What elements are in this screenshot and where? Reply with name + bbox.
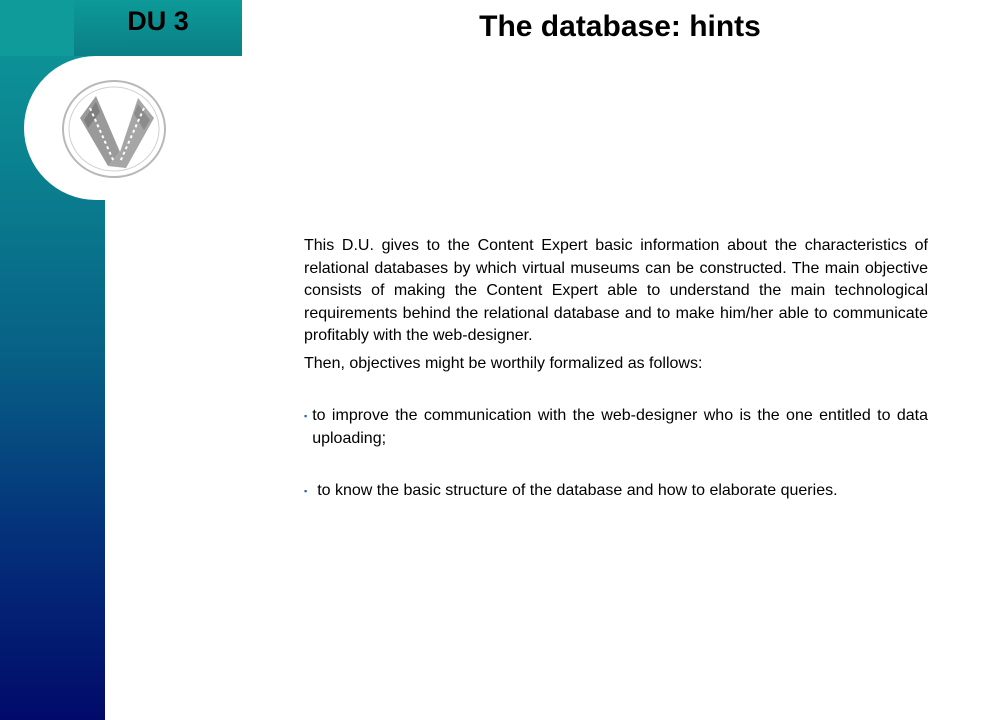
content-body — [304, 235, 928, 503]
bullet-icon: ▪ — [304, 411, 308, 421]
intro-paragraph: This D.U. gives to the Content Expert basic information about the characteristics of relational databases by which virtual museums can be constructed. The main objective consists of making the Content Expert able to understand the main technological requirements behind the relational database and to make him/her able to communicate profitably with the web-designer. — [304, 237, 928, 344]
list-item — [304, 405, 928, 450]
bullet-icon: ▪ — [304, 486, 308, 496]
list-item-text: to know the basic structure of the database and how to elaborate queries. — [317, 482, 838, 499]
du-label: DU 3 — [127, 6, 189, 36]
list-item — [304, 480, 928, 503]
list-item-text: to improve the communication with the web-designer who is the one entitled to data uploading; — [312, 407, 928, 447]
page-title: The database: hints — [479, 10, 761, 43]
project-logo-icon — [60, 78, 168, 180]
objectives-intro: Then, objectives might be worthily formalized as follows: — [304, 354, 703, 372]
